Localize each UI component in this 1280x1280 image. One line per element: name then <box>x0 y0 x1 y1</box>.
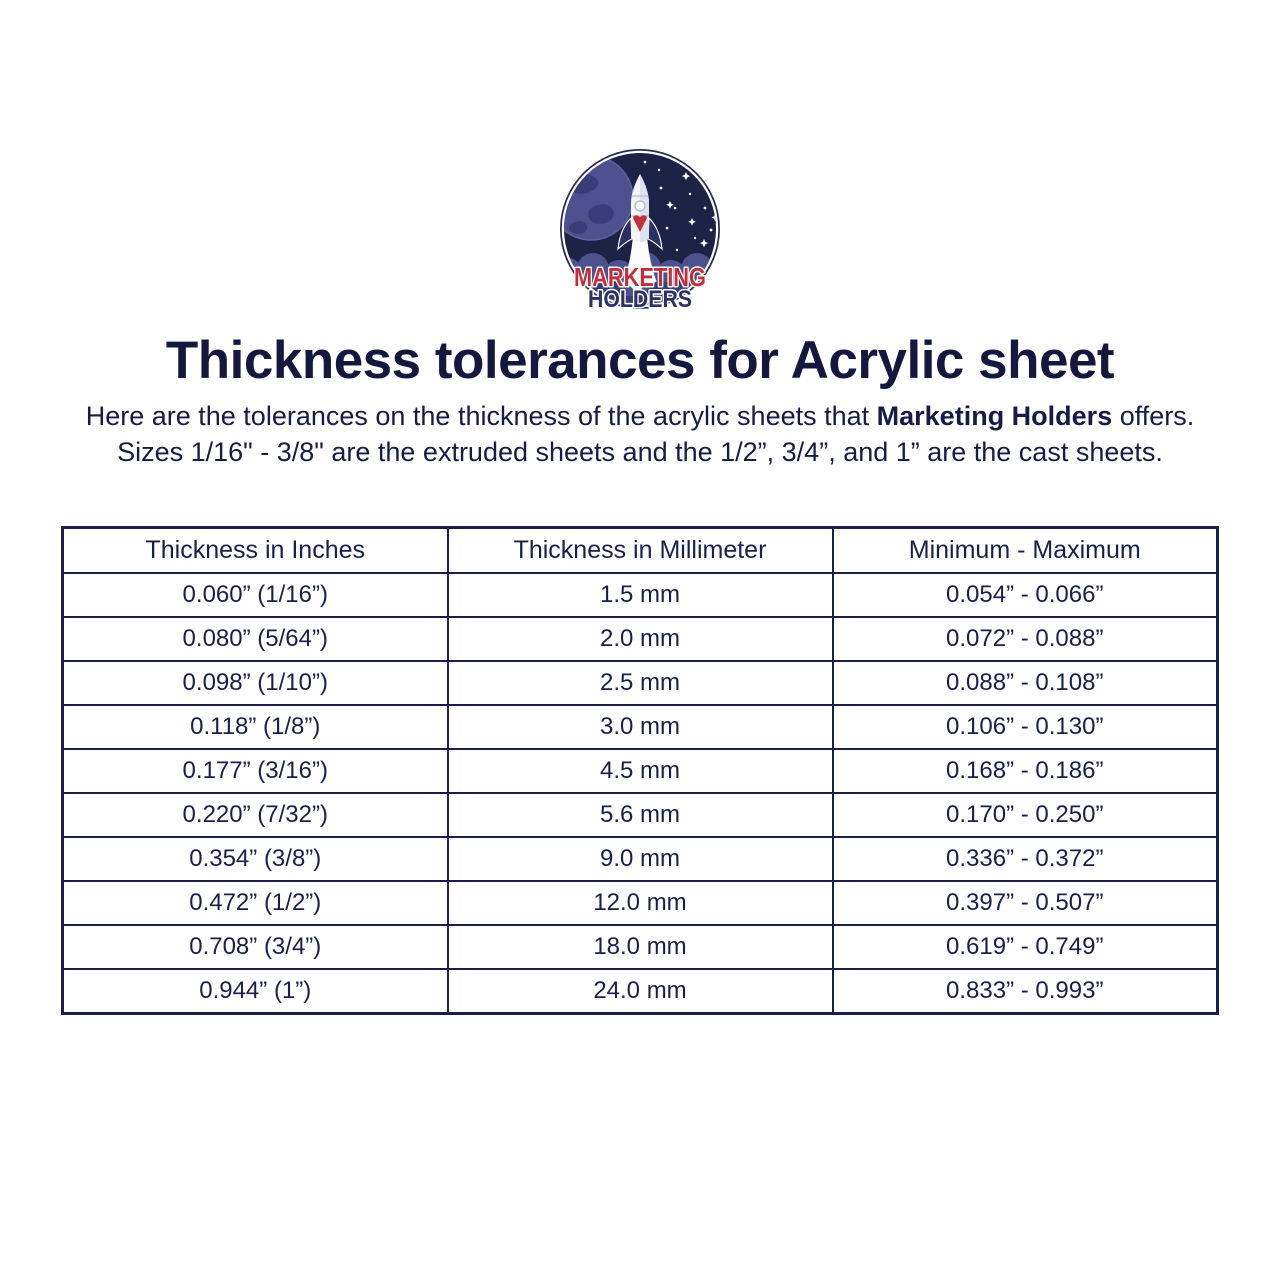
tolerance-table <box>61 526 1219 1015</box>
cell-min-max: 0.619” - 0.749” <box>833 925 1218 969</box>
cell-inches: 0.080” (5/64”) <box>63 617 448 661</box>
cell-mm: 12.0 mm <box>448 881 833 925</box>
subtitle-line2: Sizes 1/16" - 3/8" are the extruded sheets and the 1/2”, 3/4”, and 1” are the cast sheets. <box>117 437 1163 467</box>
cell-inches: 0.472” (1/2”) <box>63 881 448 925</box>
table-row <box>63 881 1218 925</box>
marketing-holders-logo <box>549 146 731 312</box>
cell-inches: 0.177” (3/16”) <box>63 749 448 793</box>
cell-min-max: 0.168” - 0.186” <box>833 749 1218 793</box>
table-body <box>63 573 1218 1014</box>
cell-mm: 1.5 mm <box>448 573 833 617</box>
cell-mm: 3.0 mm <box>448 705 833 749</box>
cell-inches: 0.708” (3/4”) <box>63 925 448 969</box>
subtitle-line1-prefix: Here are the tolerances on the thickness of the acrylic sheets that <box>85 401 877 431</box>
cell-min-max: 0.072” - 0.088” <box>833 617 1218 661</box>
table-row <box>63 661 1218 705</box>
cell-mm: 24.0 mm <box>448 969 833 1014</box>
logo-holders-text: HOLDERS <box>588 286 692 312</box>
page-title: Thickness tolerances for Acrylic sheet <box>165 331 1115 390</box>
page-subtitle <box>0 398 1280 470</box>
col-header-inches: Thickness in Inches <box>63 528 448 574</box>
cell-min-max: 0.170” - 0.250” <box>833 793 1218 837</box>
table-row <box>63 837 1218 881</box>
table-row <box>63 617 1218 661</box>
cell-min-max: 0.088” - 0.108” <box>833 661 1218 705</box>
cell-inches: 0.118” (1/8”) <box>63 705 448 749</box>
cell-mm: 2.0 mm <box>448 617 833 661</box>
subtitle-line1-suffix: offers. <box>1112 401 1195 431</box>
cell-min-max: 0.397” - 0.507” <box>833 881 1218 925</box>
table-header <box>63 528 1218 574</box>
table-row <box>63 705 1218 749</box>
cell-min-max: 0.106” - 0.130” <box>833 705 1218 749</box>
cell-inches: 0.220” (7/32”) <box>63 793 448 837</box>
cell-mm: 2.5 mm <box>448 661 833 705</box>
cell-inches: 0.944” (1”) <box>63 969 448 1014</box>
cell-mm: 5.6 mm <box>448 793 833 837</box>
cell-min-max: 0.054” - 0.066” <box>833 573 1218 617</box>
table-row <box>63 925 1218 969</box>
cell-mm: 18.0 mm <box>448 925 833 969</box>
col-header-min-max: Minimum - Maximum <box>833 528 1218 574</box>
cell-inches: 0.098” (1/10”) <box>63 661 448 705</box>
table-row <box>63 573 1218 617</box>
cell-inches: 0.060” (1/16”) <box>63 573 448 617</box>
cell-min-max: 0.833” - 0.993” <box>833 969 1218 1014</box>
cell-mm: 4.5 mm <box>448 749 833 793</box>
cell-min-max: 0.336” - 0.372” <box>833 837 1218 881</box>
rocket-window-icon <box>635 201 645 211</box>
table-row <box>63 749 1218 793</box>
cell-mm: 9.0 mm <box>448 837 833 881</box>
table-row <box>63 969 1218 1014</box>
subtitle-brand-bold: Marketing Holders <box>876 401 1113 431</box>
table-row <box>63 793 1218 837</box>
col-header-millimeter: Thickness in Millimeter <box>448 528 833 574</box>
cell-inches: 0.354” (3/8”) <box>63 837 448 881</box>
logo-marketing-text: MARKETING <box>574 262 706 292</box>
header-row <box>63 528 1218 574</box>
logo-badge <box>549 146 731 312</box>
